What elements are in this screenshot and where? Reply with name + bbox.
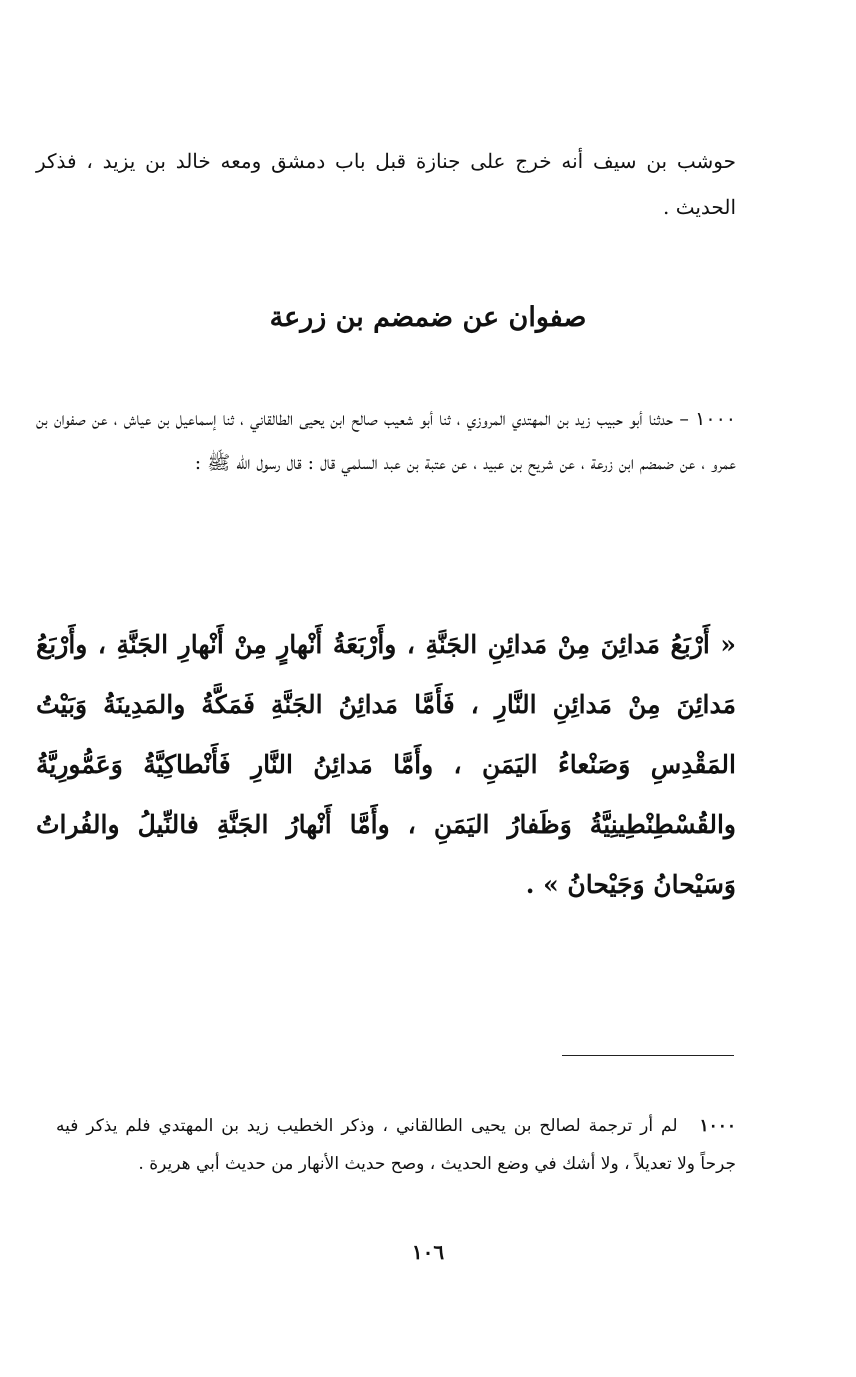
page-number: ١٠٦ [411,1240,445,1264]
hadith-matn: « أَرْبَعُ مَدائِنَ مِنْ مَدائِنِ الجَنَّةِ ، وأَرْبَعَةُ أَنْهارٍ مِنْ أَنْهارِ الجَنَّةِ ، وأَرْبَعُ مَدائِنَ مِنْ مَدائِنِ النَّارِ ، فَأَمَّا مَدائِنُ الجَنَّةِ فَمَكَّةُ والمَدِينَةُ وَبَيْتُ المَقْدِسِ وَصَنْعاءُ اليَمَنِ ، وأَمَّا مَدائِنُ النَّارِ فَأَنْطاكِيَّةُ وَعَمُّورِيَّةُ والقُسْطِنْطِينِيَّةُ وَظَفارُ اليَمَنِ ، وأَمَّا أَنْهارُ الجَنَّةِ فالنِّيلُ والفُراتُ وَسَيْحانُ وَجَيْحانُ » . [36,630,736,899]
section-heading: صفوان عن ضمضم بن زرعة [269,302,587,334]
hadith-number: ١٠٠٠ [695,408,736,430]
footnote-text: لم أر ترجمة لصالح بن يحيى الطالقاني ، وذكر الخطيب زيد بن المهتدي فلم يذكر فيه جرحاً ولا تعديلاً ، ولا أشك في وضع الحديث ، وصح حديث الأنهار من حديث أبي هريرة . [56,1116,736,1174]
intro-paragraph: حوشب بن سيف أنه خرج على جنازة قبل باب دمشق ومعه خالد بن يزيد ، فذكر الحديث . [36,149,736,219]
footnote-divider [562,1055,734,1056]
footnote-number: ١٠٠٠ [699,1116,736,1136]
hadith-isnad [36,397,736,485]
footnote [56,1107,736,1183]
hadith-isnad-text: – حدثنا أبو حبيب زيد بن المهتدي المروزي ، ثنا أبو شعيب صالح ابن يحيى الطالقاني ، ثنا إسماعيل بن عياش ، عن صفوان بن عمرو ، عن ضمضم ابن زرعة ، عن شريح بن عبيد ، عن عتبة بن عبد السلمي قال : قال رسول الله ﷺ : [36,408,736,474]
